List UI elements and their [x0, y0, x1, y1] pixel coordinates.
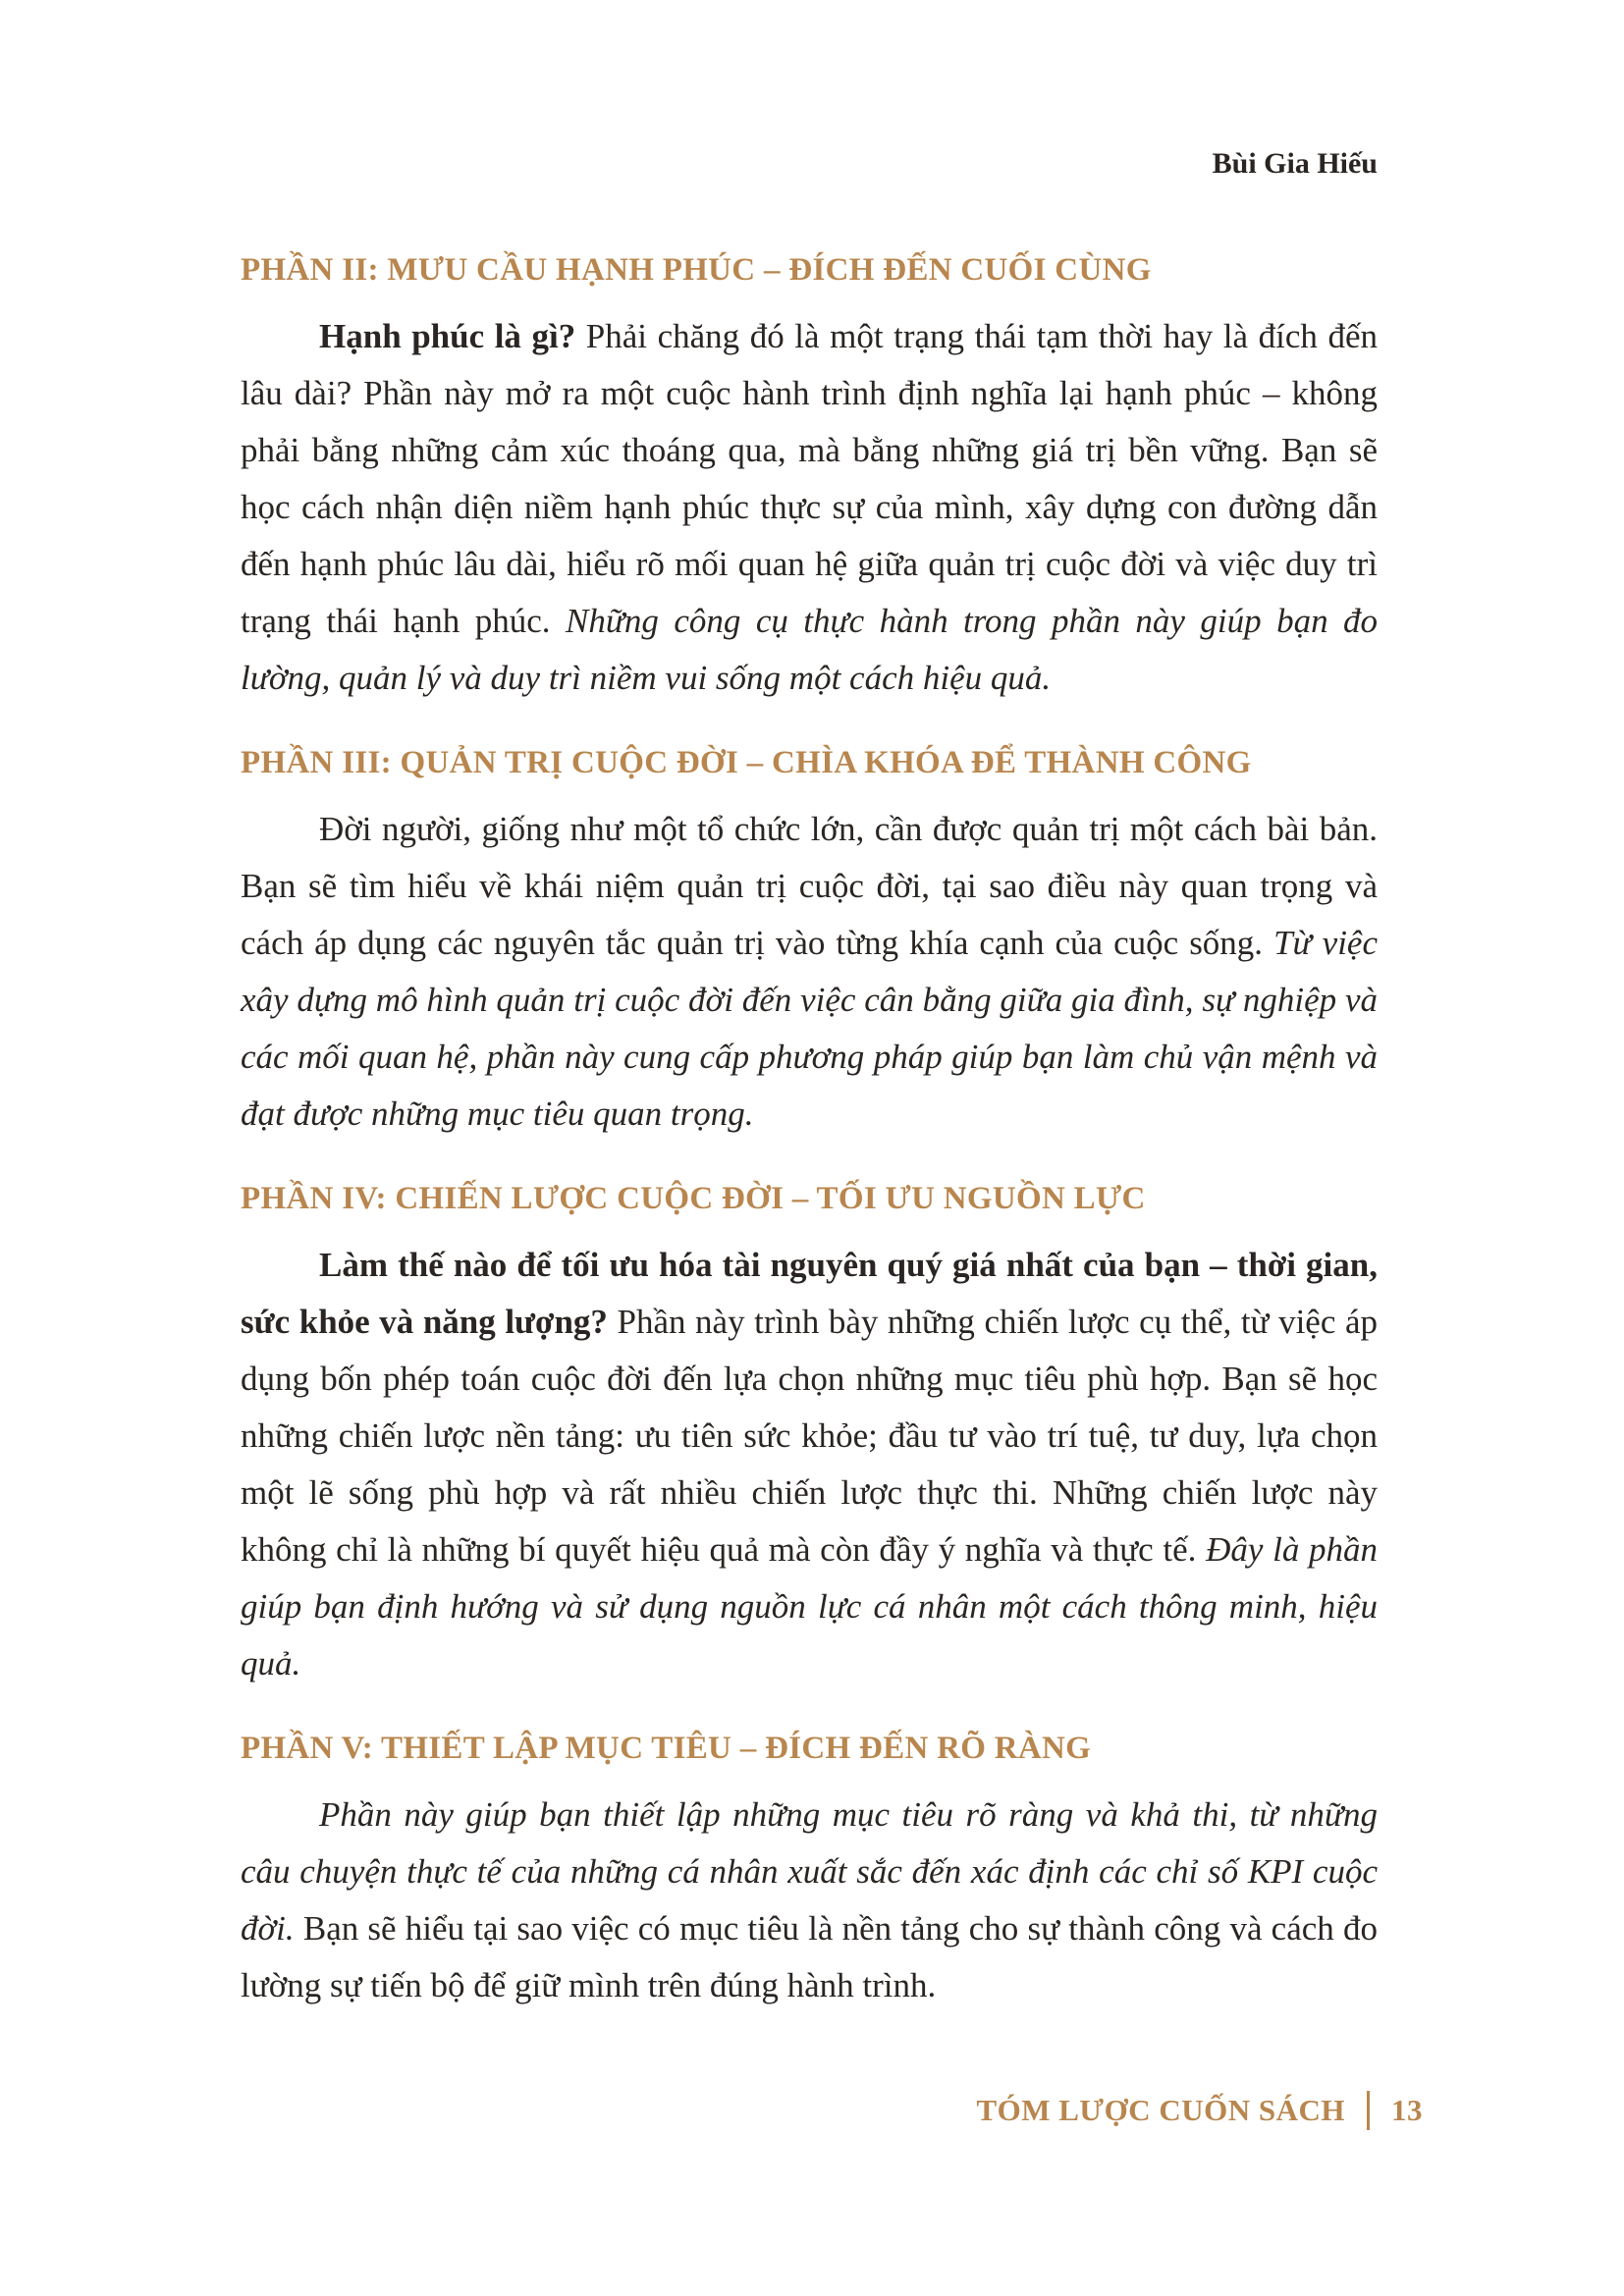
body-text: Đời người, giống như một tổ chức lớn, cần được quản trị một cách bài bản. Bạn sẽ tìm hiểu về khái niệm quản trị cuộc đời, tại sao điều này quan trọng và cách áp dụng các nguyên tắc quản trị vào từng khía cạnh của cuộc sống. — [241, 810, 1378, 962]
page-content — [241, 245, 1378, 2046]
page-number: 13 — [1391, 2093, 1423, 2127]
page-footer — [976, 2091, 1423, 2130]
body-text: Phải chăng đó là một trạng thái tạm thời hay là đích đến lâu dài? Phần này mở ra một cuộc hành trình định nghĩa lại hạnh phúc – không phải bằng những cảm xúc thoáng qua, mà bằng những giá trị bền vững. Bạn sẽ học cách nhận diện niềm hạnh phúc thực sự của mình, xây dựng con đường dẫn đến hạnh phúc lâu dài, hiểu rõ mối quan hệ giữa quản trị cuộc đời và việc duy trì trạng thái hạnh phúc. — [241, 317, 1378, 640]
body-text: Phần này trình bày những chiến lược cụ thể, từ việc áp dụng bốn phép toán cuộc đời đến lựa chọn những mục tiêu phù hợp. Bạn sẽ học những chiến lược nền tảng: ưu tiên sức khỏe; đầu tư vào trí tuệ, tư duy, lựa chọn một lẽ sống phù hợp và rất nhiều chiến lược thực thi. Những chiến lược này không chỉ là những bí quyết hiệu quả mà còn đầy ý nghĩa và thực tế. — [241, 1303, 1378, 1569]
italic-text: Từ việc xây dựng mô hình quản trị cuộc đời đến việc cân bằng giữa gia đình, sự nghiệp và các mối quan hệ, phần này cung cấp phương pháp giúp bạn làm chủ vận mệnh và đạt được những mục tiêu quan trọng. — [241, 924, 1378, 1133]
body-text: Bạn sẽ hiểu tại sao việc có mục tiêu là nền tảng cho sự thành công và cách đo lường sự tiến bộ để giữ mình trên đúng hành trình. — [241, 1909, 1378, 2004]
footer-divider — [1367, 2091, 1370, 2130]
running-header-author: Bùi Gia Hiếu — [1212, 147, 1378, 180]
section-body-part-4 — [241, 1237, 1378, 1692]
section-heading-part-4: PHẦN IV: CHIẾN LƯỢC CUỘC ĐỜI – TỐI ƯU NGUỒN LỰC — [241, 1181, 1146, 1216]
footer-book-title: TÓM LƯỢC CUỐN SÁCH — [976, 2093, 1345, 2127]
italic-lead: Phần này giúp bạn thiết lập những mục tiêu rõ ràng và khả thi, từ những câu chuyện thực tế của những cá nhân xuất sắc đến xác định các chỉ số KPI cuộc đời. — [241, 1795, 1378, 1948]
bold-lead: Làm thế nào để tối ưu hóa tài nguyên quý giá nhất của bạn – thời gian, sức khỏe và năng lượng? — [241, 1246, 1378, 1341]
section-heading-part-5: PHẦN V: THIẾT LẬP MỤC TIÊU – ĐÍCH ĐẾN RÕ RÀNG — [241, 1731, 1092, 1766]
section-body-part-5 — [241, 1787, 1378, 2014]
section-body-part-2 — [241, 308, 1378, 707]
bold-lead: Hạnh phúc là gì? — [319, 317, 576, 355]
italic-text: Đây là phần giúp bạn định hướng và sử dụng nguồn lực cá nhân một cách thông minh, hiệu quả. — [241, 1530, 1378, 1682]
section-body-part-3 — [241, 801, 1378, 1143]
section-heading-part-3: PHẦN III: QUẢN TRỊ CUỘC ĐỜI – CHÌA KHÓA ĐỂ THÀNH CÔNG — [241, 745, 1252, 780]
section-heading-part-2: PHẦN II: MƯU CẦU HẠNH PHÚC – ĐÍCH ĐẾN CUỐI CÙNG — [241, 252, 1152, 288]
italic-text: Những công cụ thực hành trong phần này giúp bạn đo lường, quản lý và duy trì niềm vui sống một cách hiệu quả. — [241, 602, 1378, 697]
